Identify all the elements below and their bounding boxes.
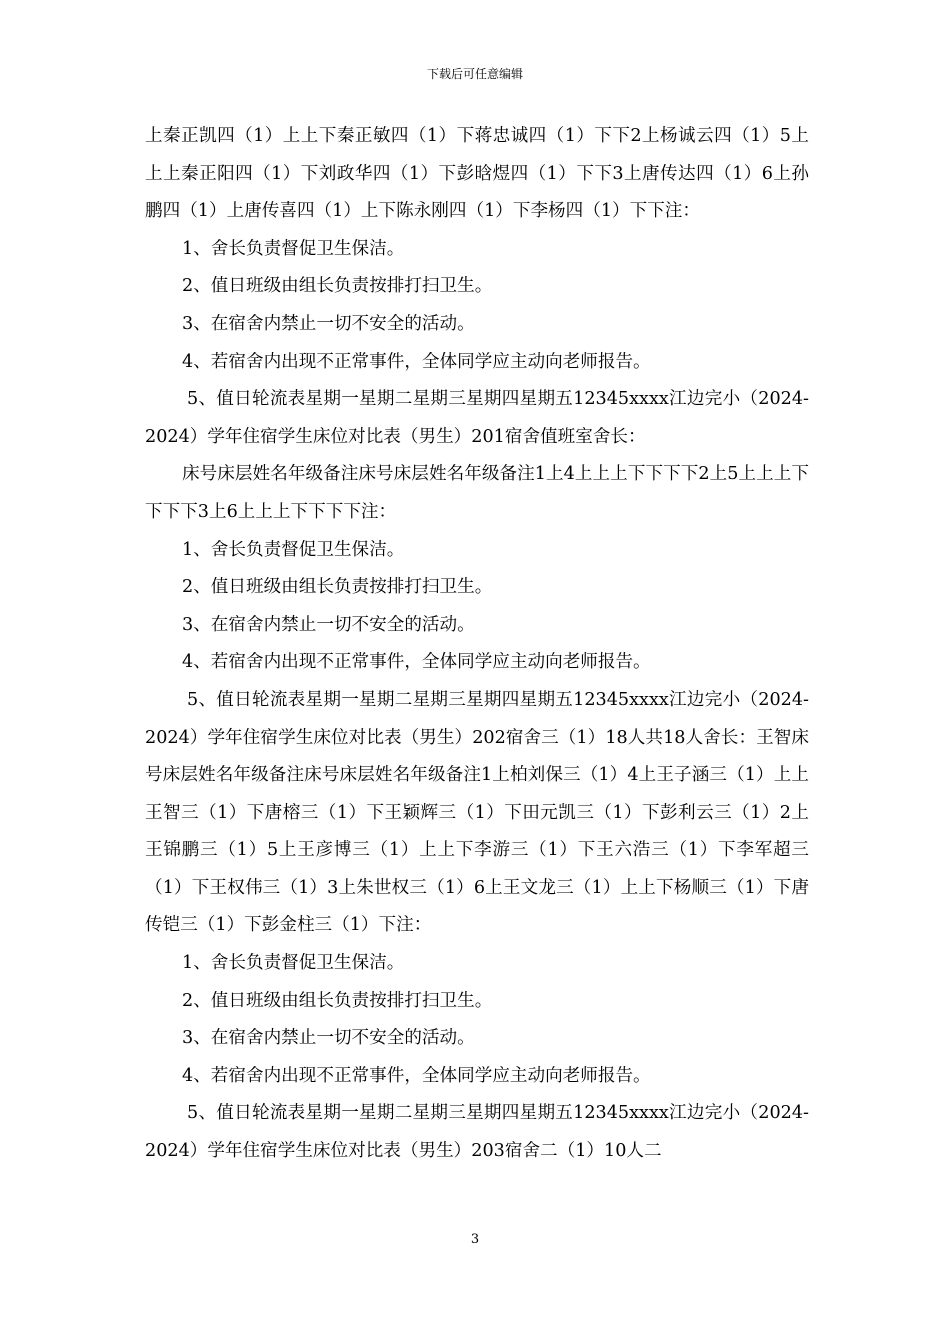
- paragraph-8: 1、舍长负责督促卫生保洁。: [182, 539, 405, 560]
- paragraph-5: 4、若宿舍内出现不正常事件，全体同学应主动向老师报告。: [182, 351, 651, 372]
- paragraph-11: 4、若宿舍内出现不正常事件，全体同学应主动向老师报告。: [182, 652, 651, 673]
- paragraph-12: 5、值日轮流表星期一星期二星期三星期四星期五12345xxxx江边完小（2024-2024）学年住宿学生床位对比表（男生）202宿舍三（1）18人共18人舍长：王智床号床层姓名年级备注床号床层姓名年级备注1上柏刘保三（1）4上王子涵三（1）上上王智三（1）下唐榕三（1）下王颖辉三（1）下田元凯三（1）下彭利云三（1）2上王锦鹏三（1）5上王彦博三（1）上上下李游三（1）下王六浩三（1）下李军超三（1）下王权伟三（1）3上朱世权三（1）6上王文龙三（1）上上下杨顺三（1）下唐传铠三（1）下彭金柱三（1）下注：: [145, 689, 809, 936]
- page-header: 下载后可任意编辑: [426, 67, 523, 81]
- document-body: [145, 118, 809, 1171]
- paragraph-1: 上秦正凯四（1）上上下秦正敏四（1）下蒋忠诚四（1）下下2上杨诚云四（1）5上上上秦正阳四（1）下刘政华四（1）下彭晗煜四（1）下下3上唐传达四（1）6上孙鹏四（1）上唐传喜四（1）上下陈永刚四（1）下李杨四（1）下下注：: [145, 126, 809, 222]
- paragraph-15: 3、在宿舍内禁止一切不安全的活动。: [182, 1028, 475, 1049]
- paragraph-17: 5、值日轮流表星期一星期二星期三星期四星期五12345xxxx江边完小（2024-2024）学年住宿学生床位对比表（男生）203宿舍二（1）10人二: [145, 1103, 809, 1162]
- paragraph-7: 床号床层姓名年级备注床号床层姓名年级备注1上4上上上下下下下2上5上上上下下下下3上6上上上下下下下注：: [145, 464, 809, 522]
- paragraph-14: 2、值日班级由组长负责按排打扫卫生。: [182, 990, 493, 1011]
- page-number: 3: [470, 1232, 480, 1247]
- paragraph-6: 5、值日轮流表星期一星期二星期三星期四星期五12345xxxx江边完小（2024-2024）学年住宿学生床位对比表（男生）201宿舍值班室舍长：: [145, 389, 809, 447]
- paragraph-2: 1、舍长负责督促卫生保洁。: [182, 238, 405, 259]
- paragraph-10: 3、在宿舍内禁止一切不安全的活动。: [182, 614, 475, 635]
- paragraph-16: 4、若宿舍内出现不正常事件，全体同学应主动向老师报告。: [182, 1065, 651, 1086]
- paragraph-3: 2、值日班级由组长负责按排打扫卫生。: [182, 276, 493, 297]
- paragraph-4: 3、在宿舍内禁止一切不安全的活动。: [182, 313, 475, 334]
- paragraph-9: 2、值日班级由组长负责按排打扫卫生。: [182, 577, 493, 598]
- paragraph-13: 1、舍长负责督促卫生保洁。: [182, 953, 405, 974]
